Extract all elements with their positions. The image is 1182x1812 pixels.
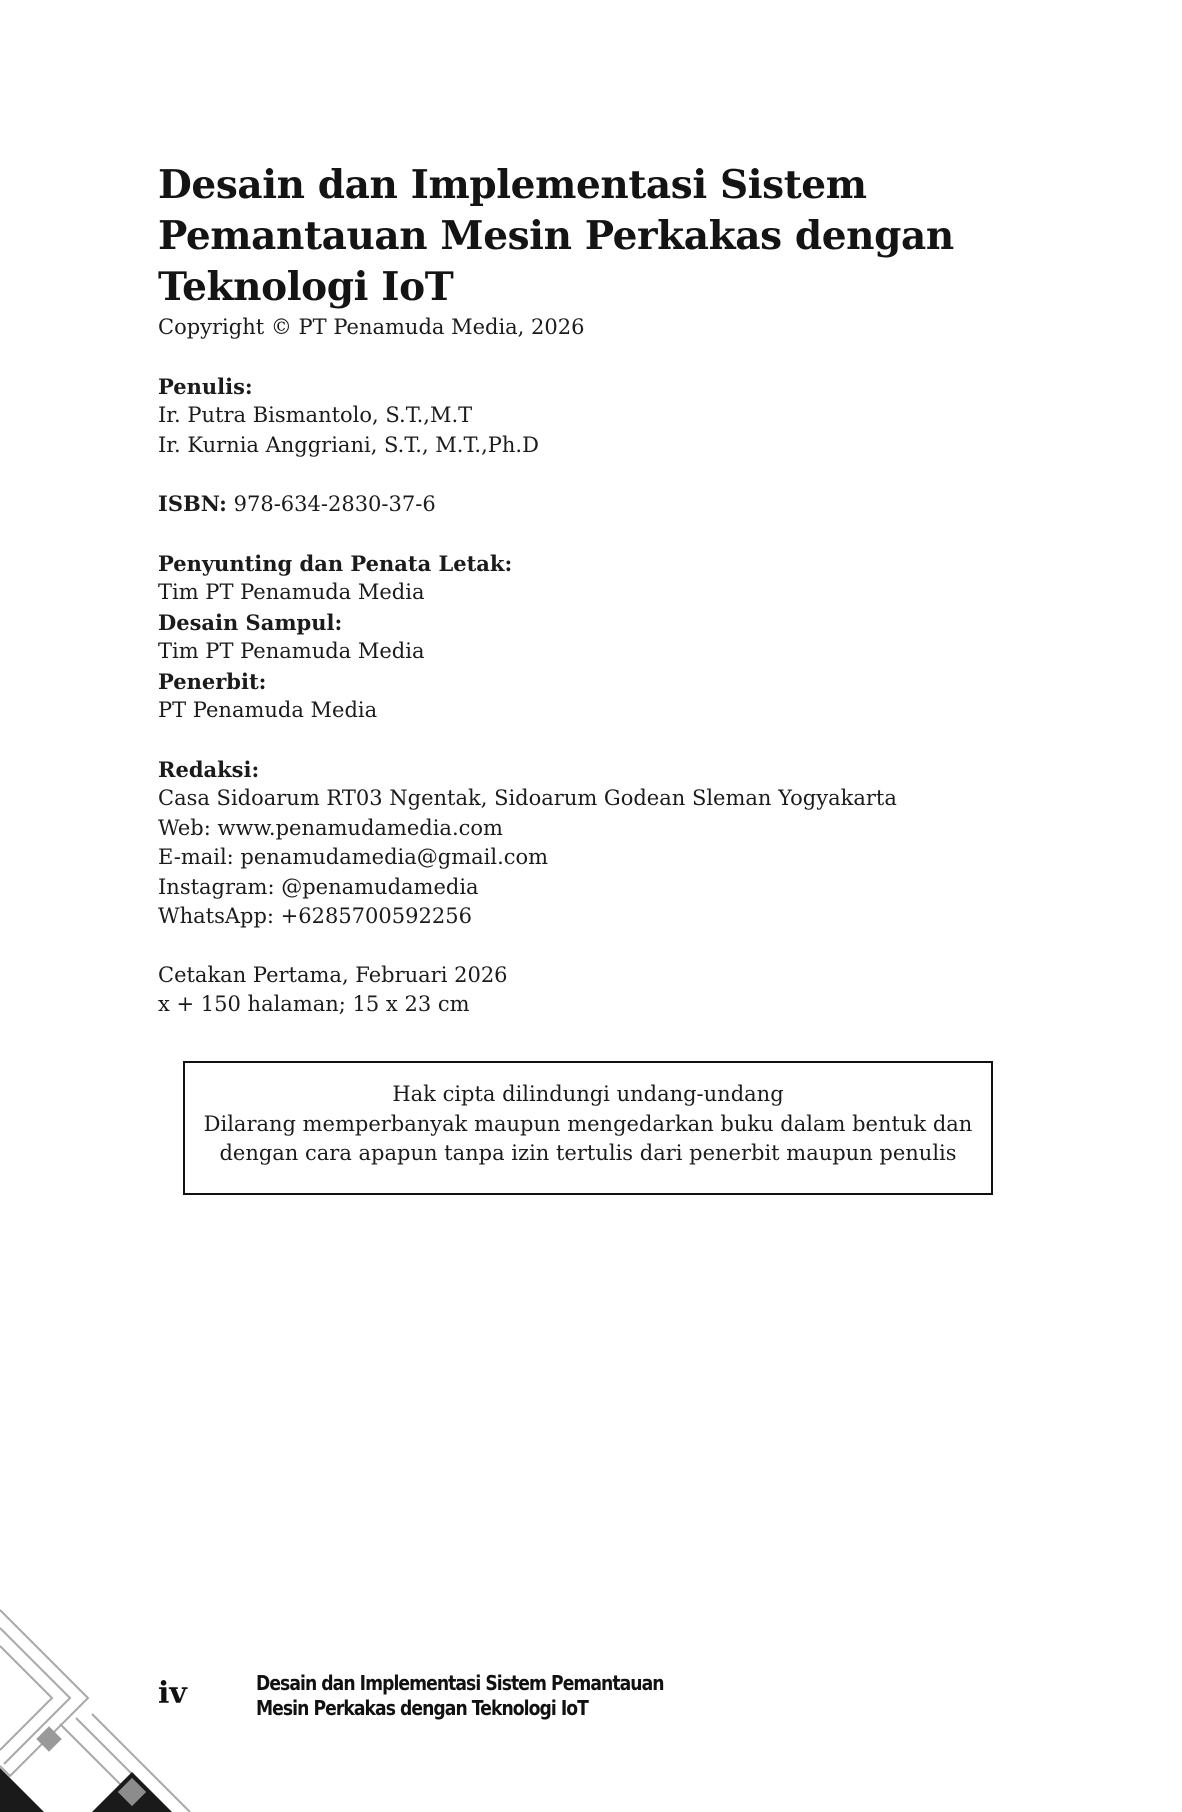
redaksi-web: Web: www.penamudamedia.com <box>158 815 503 840</box>
authors-section <box>158 372 1018 461</box>
editor-label: Penyunting dan Penata Letak: <box>158 550 513 576</box>
isbn-value: 978-634-2830-37-6 <box>226 492 436 516</box>
copyright-notice-box <box>183 1061 993 1195</box>
notice-line: Hak cipta dilindungi undang-undang <box>392 1082 784 1106</box>
corner-triangle-dark <box>0 1768 44 1812</box>
book-title-line-3: Teknologi IoT <box>158 264 454 310</box>
publisher-value: PT Penamuda Media <box>158 698 378 722</box>
isbn-section <box>158 489 1018 520</box>
edition-section <box>158 961 1018 1020</box>
isbn-line <box>158 489 1018 520</box>
running-title <box>256 1671 664 1721</box>
book-title-line-2: Pemantauan Mesin Perkakas dengan <box>158 213 954 259</box>
page-number: iv <box>158 1676 187 1711</box>
running-title-line: Desain dan Implementasi Sistem Pemantauan <box>256 1671 664 1695</box>
pages-size-line: x + 150 halaman; 15 x 23 cm <box>158 992 470 1016</box>
author-name: Ir. Putra Bismantolo, S.T.,M.T <box>158 403 473 427</box>
cover-value: Tim PT Penamuda Media <box>158 639 425 663</box>
edition-line: Cetakan Pertama, Februari 2026 <box>158 962 508 987</box>
isbn-label: ISBN: <box>158 491 227 516</box>
redaksi-whatsapp: WhatsApp: +6285700592256 <box>158 904 472 928</box>
copyright-line: Copyright © PT Penamuda Media, 2026 <box>158 315 585 339</box>
book-title <box>158 160 1018 313</box>
notice-line: Dilarang memperbanyak maupun mengedarkan buku dalam bentuk dan <box>203 1111 973 1136</box>
imprint-content <box>158 160 1018 1020</box>
cover-label: Desain Sampul: <box>158 609 343 635</box>
running-title-line: Mesin Perkakas dengan Teknologi IoT <box>256 1696 588 1720</box>
author-name: Ir. Kurnia Anggriani, S.T., M.T.,Ph.D <box>158 432 539 457</box>
book-title-line-1: Desain dan Implementasi Sistem <box>158 162 867 208</box>
editor-value: Tim PT Penamuda Media <box>158 580 425 604</box>
authors-label: Penulis: <box>158 373 253 399</box>
redaksi-section <box>158 755 1018 932</box>
corner-square-gray <box>36 1726 61 1751</box>
notice-line: dengan cara apapun tanpa izin tertulis dari penerbit maupun penulis <box>219 1141 957 1165</box>
publisher-label: Penerbit: <box>158 668 267 694</box>
credits-section <box>158 549 1018 726</box>
redaksi-instagram: Instagram: @penamudamedia <box>158 874 479 899</box>
redaksi-address: Casa Sidoarum RT03 Ngentak, Sidoarum Godean Sleman Yogyakarta <box>158 786 897 810</box>
redaksi-label: Redaksi: <box>158 756 260 782</box>
redaksi-email: E-mail: penamudamedia@gmail.com <box>158 845 549 869</box>
